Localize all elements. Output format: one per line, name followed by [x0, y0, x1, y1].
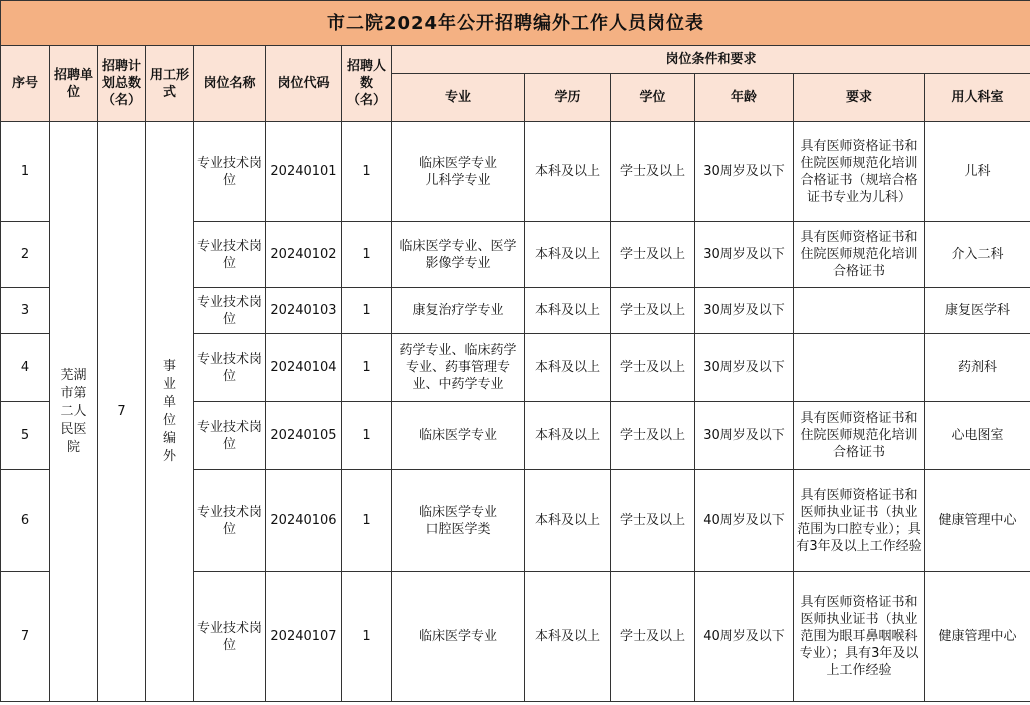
cell-dept: 药剂科: [925, 334, 1030, 402]
cell-degree: 学士及以上: [611, 402, 695, 470]
cell-age: 30周岁及以下: [695, 402, 794, 470]
header-major: 专业: [392, 74, 525, 122]
cell-requirements: 具有医师资格证书和住院医师规范化培训合格证书: [794, 402, 925, 470]
cell-count: 1: [342, 402, 392, 470]
header-post-code: 岗位代码: [266, 46, 342, 122]
cell-count: 1: [342, 334, 392, 402]
cell-degree: 学士及以上: [611, 334, 695, 402]
cell-post-name: 专业技术岗位: [194, 334, 266, 402]
header-unit: 招聘单位: [50, 46, 98, 122]
header-form: 用工形式: [146, 46, 194, 122]
cell-count: 1: [342, 572, 392, 702]
cell-major: 临床医学专业 口腔医学类: [392, 470, 525, 572]
cell-education: 本科及以上: [525, 572, 611, 702]
table-row: [1, 122, 1030, 222]
cell-education: 本科及以上: [525, 402, 611, 470]
cell-post-name: 专业技术岗位: [194, 470, 266, 572]
cell-post-code: 20240107: [266, 572, 342, 702]
cell-seq: 3: [1, 288, 50, 334]
cell-major: 临床医学专业 儿科学专业: [392, 122, 525, 222]
cell-requirements: 具有医师资格证书和医师执业证书（执业范围为眼耳鼻咽喉科专业）；具有3年及以上工作经验: [794, 572, 925, 702]
cell-seq: 6: [1, 470, 50, 572]
cell-requirements: 具有医师资格证书和住院医师规范化培训合格证书: [794, 222, 925, 288]
cell-dept: 康复医学科: [925, 288, 1030, 334]
header-plan-total: 招聘计划总数（名）: [98, 46, 146, 122]
cell-major: 临床医学专业: [392, 402, 525, 470]
cell-count: 1: [342, 222, 392, 288]
cell-plan-total: 7: [98, 122, 146, 702]
header-dept: 用人科室: [925, 74, 1030, 122]
cell-age: 30周岁及以下: [695, 288, 794, 334]
table-title: 市二院2024年公开招聘编外工作人员岗位表: [1, 1, 1030, 46]
cell-age: 30周岁及以下: [695, 334, 794, 402]
cell-post-code: 20240102: [266, 222, 342, 288]
cell-seq: 4: [1, 334, 50, 402]
cell-requirements: 具有医师资格证书和医师执业证书（执业范围为口腔专业）；具有3年及以上工作经验: [794, 470, 925, 572]
cell-requirements: 具有医师资格证书和住院医师规范化培训合格证书（规培合格证书专业为儿科）: [794, 122, 925, 222]
cell-degree: 学士及以上: [611, 222, 695, 288]
cell-age: 30周岁及以下: [695, 222, 794, 288]
cell-age: 30周岁及以下: [695, 122, 794, 222]
cell-count: 1: [342, 470, 392, 572]
cell-post-name: 专业技术岗位: [194, 572, 266, 702]
cell-requirements: [794, 334, 925, 402]
cell-degree: 学士及以上: [611, 288, 695, 334]
header-count: 招聘人数（名）: [342, 46, 392, 122]
cell-count: 1: [342, 122, 392, 222]
cell-degree: 学士及以上: [611, 122, 695, 222]
cell-seq: 5: [1, 402, 50, 470]
cell-age: 40周岁及以下: [695, 572, 794, 702]
cell-degree: 学士及以上: [611, 572, 695, 702]
cell-post-name: 专业技术岗位: [194, 288, 266, 334]
cell-dept: 健康管理中心: [925, 572, 1030, 702]
cell-employment-form: 事业单位编外: [146, 122, 194, 702]
header-degree: 学位: [611, 74, 695, 122]
cell-education: 本科及以上: [525, 470, 611, 572]
cell-post-code: 20240101: [266, 122, 342, 222]
cell-seq: 1: [1, 122, 50, 222]
cell-dept: 介入二科: [925, 222, 1030, 288]
cell-post-code: 20240106: [266, 470, 342, 572]
cell-dept: 儿科: [925, 122, 1030, 222]
cell-post-code: 20240103: [266, 288, 342, 334]
cell-education: 本科及以上: [525, 222, 611, 288]
cell-major: 临床医学专业: [392, 572, 525, 702]
cell-seq: 2: [1, 222, 50, 288]
cell-unit: 芜湖市第二人民医院: [50, 122, 98, 702]
cell-education: 本科及以上: [525, 334, 611, 402]
header-age: 年龄: [695, 74, 794, 122]
cell-degree: 学士及以上: [611, 470, 695, 572]
cell-education: 本科及以上: [525, 122, 611, 222]
cell-count: 1: [342, 288, 392, 334]
header-requirements: 要求: [794, 74, 925, 122]
cell-post-name: 专业技术岗位: [194, 122, 266, 222]
cell-requirements: [794, 288, 925, 334]
cell-education: 本科及以上: [525, 288, 611, 334]
cell-post-code: 20240105: [266, 402, 342, 470]
header-post-name: 岗位名称: [194, 46, 266, 122]
cell-post-code: 20240104: [266, 334, 342, 402]
cell-dept: 心电图室: [925, 402, 1030, 470]
cell-post-name: 专业技术岗位: [194, 222, 266, 288]
cell-major: 康复治疗学专业: [392, 288, 525, 334]
cell-seq: 7: [1, 572, 50, 702]
cell-major: 临床医学专业、医学影像学专业: [392, 222, 525, 288]
header-education: 学历: [525, 74, 611, 122]
table-body: [1, 122, 1030, 702]
cell-major: 药学专业、临床药学专业、药事管理专业、中药学专业: [392, 334, 525, 402]
header-conditions: 岗位条件和要求: [392, 46, 1030, 74]
cell-post-name: 专业技术岗位: [194, 402, 266, 470]
header-seq: 序号: [1, 46, 50, 122]
cell-age: 40周岁及以下: [695, 470, 794, 572]
cell-dept: 健康管理中心: [925, 470, 1030, 572]
